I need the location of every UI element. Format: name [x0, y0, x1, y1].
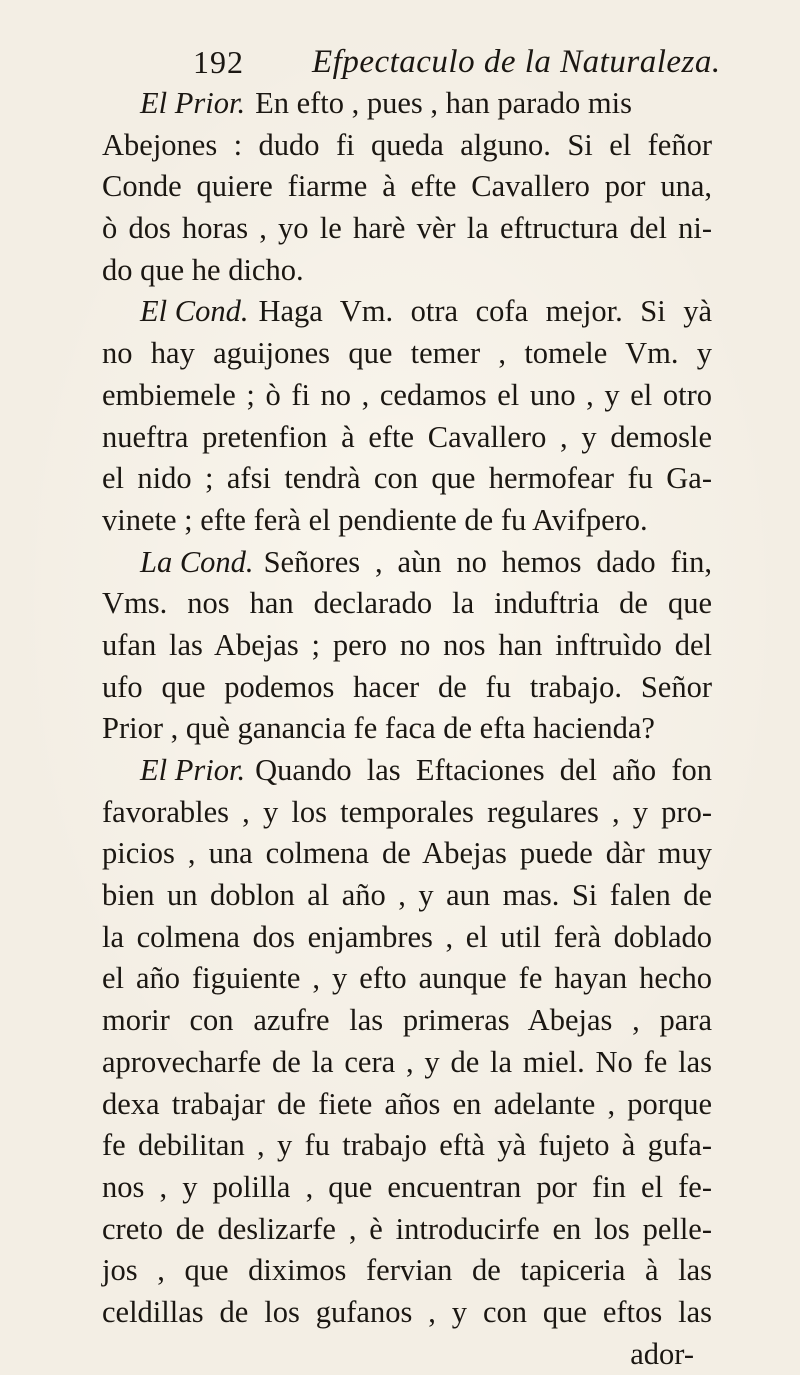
text-line: dexa trabajar de fiete años en adelante , porque: [102, 1086, 712, 1121]
text-line: favorables , y los temporales regulares , y pro-: [102, 794, 712, 829]
text-line: embiemele ; ò fi no , cedamos el uno , y el otro: [102, 377, 712, 412]
text-line: aprovecharfe de la cera , y de la miel. No fe las: [102, 1044, 712, 1079]
text-line: el año figuiente , y efto aunque fe hayan hecho: [102, 961, 712, 996]
text-line: bien un doblon al año , y aun mas. Si falen de: [102, 878, 712, 913]
line-text: Haga Vm. otra cofa mejor. Si yà: [258, 294, 712, 329]
text-line: vinete ; efte ferà el pendiente de fu Avifpero.: [102, 502, 648, 537]
text-line: Vms. nos han declarado la induftria de que: [102, 586, 712, 621]
speaker-label: La Cond.: [140, 544, 254, 579]
running-title: Efpectaculo de la Naturaleza.: [312, 44, 721, 80]
text-line: celdillas de los gufanos , y con que eftos las: [102, 1294, 712, 1329]
text-line: [102, 750, 712, 792]
page-number: 192: [193, 44, 244, 80]
text-line: nueftra pretenfion à efte Cavallero , y demosle: [102, 419, 712, 454]
text-line: Conde quiere fiarme à efte Cavallero por una,: [102, 169, 712, 204]
text-line: nos , y polilla , que encuentran por fin el fe-: [102, 1169, 712, 1204]
text-line: la colmena dos enjambres , el util ferà doblado: [102, 919, 712, 954]
text-line: Abejones : dudo fi queda alguno. Si el feñor: [102, 127, 712, 162]
text-line: ufan las Abejas ; pero no nos han inftruìdo del: [102, 627, 712, 662]
catchword: ador-: [630, 1336, 694, 1371]
text-line: fe debilitan , y fu trabajo eftà yà fujeto à gufa-: [102, 1128, 712, 1163]
line-text: Señores , aùn no hemos dado fin,: [263, 544, 712, 579]
text-line: ò dos horas , yo le harè vèr la eftructura del ni-: [102, 211, 712, 246]
text-line: el nido ; afsi tendrà con que hermofear fu Ga-: [102, 461, 712, 496]
text-line: [102, 291, 712, 333]
text-line: [102, 1334, 712, 1375]
text-line: picios , una colmena de Abejas puede dàr muy: [102, 836, 712, 871]
speaker-label: El Prior.: [140, 753, 246, 787]
speaker-label: El Cond.: [140, 294, 249, 329]
text-line: do que he dicho.: [102, 252, 304, 287]
line-text: En efto , pues , han parado mis: [255, 86, 632, 120]
text-line: no hay aguijones que temer , tomele Vm. y: [102, 336, 712, 371]
text-line: jos , que diximos fervian de tapiceria à las: [102, 1253, 712, 1288]
line-text: Quando las Eftaciones del año fon: [255, 753, 712, 787]
text-line: ufo que podemos hacer de fu trabajo. Señor: [102, 669, 712, 704]
text-line: Prior , què ganancia fe faca de efta hacienda?: [102, 711, 655, 746]
speaker-label: El Prior.: [140, 86, 246, 120]
text-line: [102, 542, 712, 584]
text-line: creto de deslizarfe , è introducirfe en los pelle-: [102, 1211, 712, 1246]
text-line: [102, 83, 712, 125]
body-text: [102, 83, 712, 1375]
text-line: morir con azufre las primeras Abejas , para: [102, 1003, 712, 1038]
